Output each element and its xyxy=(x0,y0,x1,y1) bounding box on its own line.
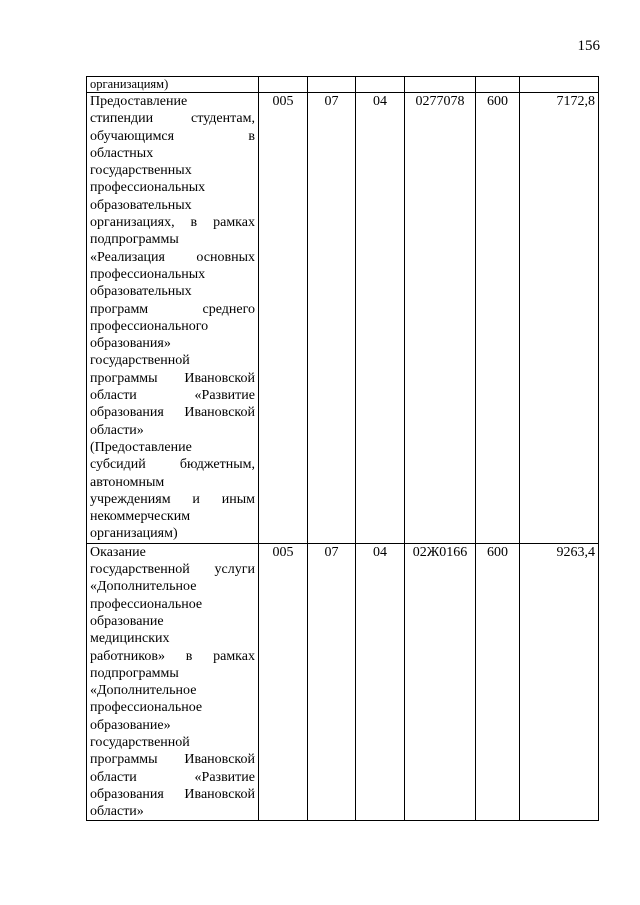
description-line: организациям) xyxy=(90,526,178,542)
cell-code-3: 04 xyxy=(356,543,405,821)
description-line: программы Ивановской xyxy=(90,370,255,386)
description-line: образовательных xyxy=(90,284,192,300)
description-line: подпрограммы xyxy=(90,665,179,681)
cell-amount: 9263,4 xyxy=(520,543,599,821)
description-line: Оказание xyxy=(90,544,146,560)
cell-empty xyxy=(520,77,599,93)
description-line: образования Ивановской xyxy=(90,405,255,421)
description-line: образования» xyxy=(90,336,171,352)
description-line: области «Развитие xyxy=(90,769,255,785)
description-line: стипендии студентам, xyxy=(90,111,255,127)
budget-table xyxy=(86,76,599,821)
row-description: организациям) xyxy=(87,77,259,93)
description-line: обучающимся в xyxy=(90,128,255,144)
row-description xyxy=(87,93,259,544)
description-line: областных xyxy=(90,145,154,161)
description-line: «Дополнительное xyxy=(90,683,197,699)
row-description xyxy=(87,543,259,821)
description-line: области «Развитие xyxy=(90,388,255,404)
description-line: (Предоставление xyxy=(90,439,192,455)
cell-expense-type: 600 xyxy=(476,93,520,544)
description-line: области» xyxy=(90,804,144,820)
cell-code-2: 07 xyxy=(308,93,356,544)
description-line: профессиональных xyxy=(90,266,206,282)
cell-code-1: 005 xyxy=(259,543,308,821)
description-line: образования Ивановской xyxy=(90,786,255,802)
description-line: субсидий бюджетным, xyxy=(90,457,255,473)
cell-code-2: 07 xyxy=(308,543,356,821)
page-number: 156 xyxy=(577,38,600,54)
description-line: организациях, в рамках xyxy=(90,215,255,231)
description-line: профессионального xyxy=(90,318,209,334)
table-row xyxy=(87,543,599,821)
description-line: области» xyxy=(90,422,144,438)
table-row xyxy=(87,93,599,544)
cell-empty xyxy=(405,77,476,93)
description-line: некоммерческим xyxy=(90,509,191,525)
description-line: государственной xyxy=(90,734,190,750)
description-line: Предоставление xyxy=(90,94,188,109)
description-line: образовательных xyxy=(90,197,192,213)
cell-amount: 7172,8 xyxy=(520,93,599,544)
cell-target-article: 0277078 xyxy=(405,93,476,544)
cell-empty xyxy=(308,77,356,93)
description-line: учреждениям и иным xyxy=(90,491,255,507)
description-line: медицинских xyxy=(90,631,170,647)
cell-empty xyxy=(259,77,308,93)
description-line: подпрограммы xyxy=(90,232,179,248)
description-line: профессиональное xyxy=(90,596,203,612)
description-line: «Реализация основных xyxy=(90,249,255,265)
description-line: «Дополнительное xyxy=(90,579,197,595)
description-line: автономным xyxy=(90,474,165,490)
cell-empty xyxy=(356,77,405,93)
cell-target-article: 02Ж0166 xyxy=(405,543,476,821)
description-line: государственных xyxy=(90,163,192,179)
description-line: программ среднего xyxy=(90,301,255,317)
description-line: работников» в рамках xyxy=(90,648,255,664)
cell-code-3: 04 xyxy=(356,93,405,544)
cell-code-1: 005 xyxy=(259,93,308,544)
description-line: профессиональных xyxy=(90,180,206,196)
description-line: образование xyxy=(90,613,164,629)
description-line: государственной xyxy=(90,353,190,369)
description-line: программы Ивановской xyxy=(90,752,255,768)
table-row-continuation xyxy=(87,77,599,93)
description-line: профессиональное xyxy=(90,700,203,716)
cell-empty xyxy=(476,77,520,93)
description-line: образование» xyxy=(90,717,171,733)
cell-expense-type: 600 xyxy=(476,543,520,821)
description-line: государственной услуги xyxy=(90,562,255,578)
